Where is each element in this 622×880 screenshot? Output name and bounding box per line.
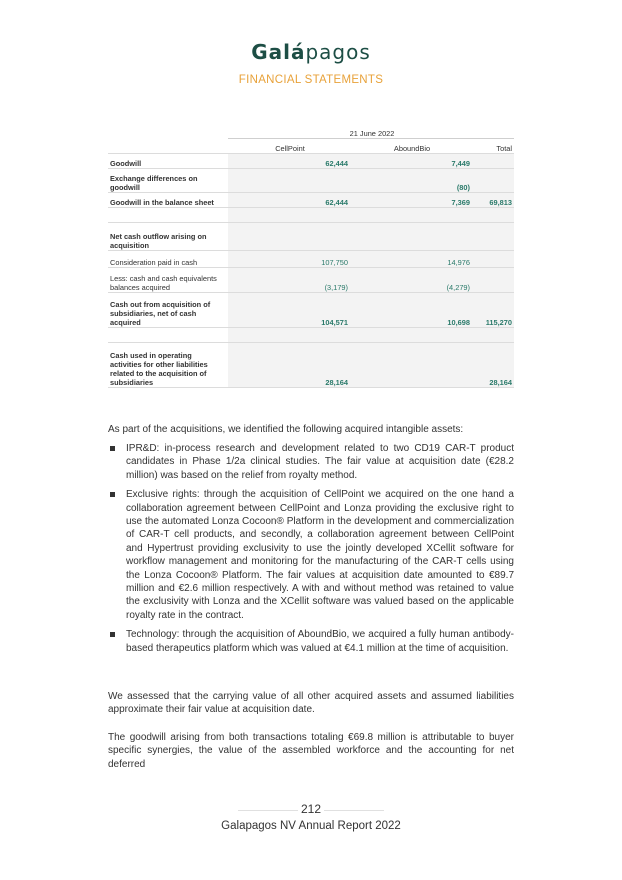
- cell-value: 10,698: [350, 293, 472, 328]
- cell-value: 28,164: [472, 343, 514, 388]
- row-label: Consideration paid in cash: [108, 251, 228, 268]
- list-item: Technology: through the acquisition of AboundBio, we acquired a fully human antibody-based therapeutics platform which was valued at €4.1 million at the time of acquisition.: [108, 628, 514, 655]
- report-title: Galapagos NV Annual Report 2022: [221, 820, 401, 832]
- cell-value: 28,164: [228, 343, 350, 388]
- table-row: [108, 251, 514, 268]
- cell-value: 7,449: [350, 154, 472, 169]
- list-item: IPR&D: in-process research and development related to two CD19 CAR-T product candidates in Phase 1/2a clinical studies. The fair value at acquisition date (€28.2 million) was based on the relief from royalty method.: [108, 442, 514, 482]
- intro-paragraph: As part of the acquisitions, we identified the following acquired intangible assets:: [108, 424, 464, 435]
- table-row: [108, 154, 514, 169]
- table-header-columns: [108, 139, 514, 154]
- bullet-square-icon: [110, 492, 115, 497]
- cell-value: 104,571: [228, 293, 350, 328]
- cell-value: [472, 169, 514, 193]
- cell-value: 62,444: [228, 154, 350, 169]
- cell-value: [472, 154, 514, 169]
- table-row: [108, 293, 514, 328]
- table-row: [108, 193, 514, 208]
- table-row: [108, 268, 514, 293]
- row-label: Less: cash and cash equivalents balances acquired: [108, 268, 228, 293]
- cell-value: (80): [350, 169, 472, 193]
- row-label: Cash used in operating activities for other liabilities related to the acquisition of subsidiaries: [108, 343, 228, 388]
- table-spacer-row: [108, 208, 514, 223]
- bullet-square-icon: [110, 632, 115, 637]
- row-label: Net cash outflow arising on acquisition: [108, 223, 228, 251]
- table-header-date-row: [108, 126, 514, 139]
- intangible-assets-list: [108, 442, 514, 661]
- cell-value: [350, 343, 472, 388]
- date-header: 21 June 2022: [228, 126, 514, 139]
- cell-value: 69,813: [472, 193, 514, 208]
- list-item: Exclusive rights: through the acquisition of CellPoint we acquired on the one hand a collaboration agreement between CellPoint and Lonza providing the exclusive right to use the automated Lonza Cocoon® Platform in the development and commercialization of CAR-T cell products, and secondly, a collaboration agreement between CellPoint and Hypertrust providing exclusivity to use the jointly developed XCellit software for workflow management and monitoring for the manufacturing of the CAR-T cells using the Lonza Cocoon® Platform. The fair values at acquisition date amounted to €89.7 million and €2.6 million respectively. A with and without method was retained to value the exclusivity with Lonza and the XCellit software was valued based on the applicable royalty rate in the contract.: [108, 488, 514, 622]
- table-spacer-row: [108, 328, 514, 343]
- cell-value: 62,444: [228, 193, 350, 208]
- table-row: [108, 343, 514, 388]
- table-row: [108, 223, 514, 251]
- row-label: Goodwill: [108, 154, 228, 169]
- section-title: FINANCIAL STATEMENTS: [238, 74, 384, 86]
- col-cellpoint: CellPoint: [228, 139, 350, 154]
- cell-value: 7,369: [350, 193, 472, 208]
- company-logo: Galápagos: [251, 40, 371, 64]
- fair-value-paragraph: We assessed that the carrying value of all other acquired assets and assumed liabilities approximate their fair value at acquisition date.: [108, 691, 514, 716]
- cell-value: [472, 268, 514, 293]
- col-total: Total: [472, 139, 514, 154]
- table-row: [108, 169, 514, 193]
- cell-value: [228, 169, 350, 193]
- cell-value: 14,976: [350, 251, 472, 268]
- page-number: 212: [300, 802, 322, 816]
- bullet-square-icon: [110, 446, 115, 451]
- cell-value: (3,179): [228, 268, 350, 293]
- cell-value: 107,750: [228, 251, 350, 268]
- goodwill-table: [108, 126, 514, 388]
- goodwill-paragraph: The goodwill arising from both transactions totaling €69.8 million is attributable to buyer specific synergies, the value of the assembled workforce and the accounting for net deferred: [108, 732, 514, 770]
- row-label: Exchange differences on goodwill: [108, 169, 228, 193]
- cell-value: 115,270: [472, 293, 514, 328]
- cell-value: [472, 251, 514, 268]
- cell-value: (4,279): [350, 268, 472, 293]
- row-label: Goodwill in the balance sheet: [108, 193, 228, 208]
- col-aboundbio: AboundBio: [350, 139, 472, 154]
- row-label: Cash out from acquisition of subsidiaries, net of cash acquired: [108, 293, 228, 328]
